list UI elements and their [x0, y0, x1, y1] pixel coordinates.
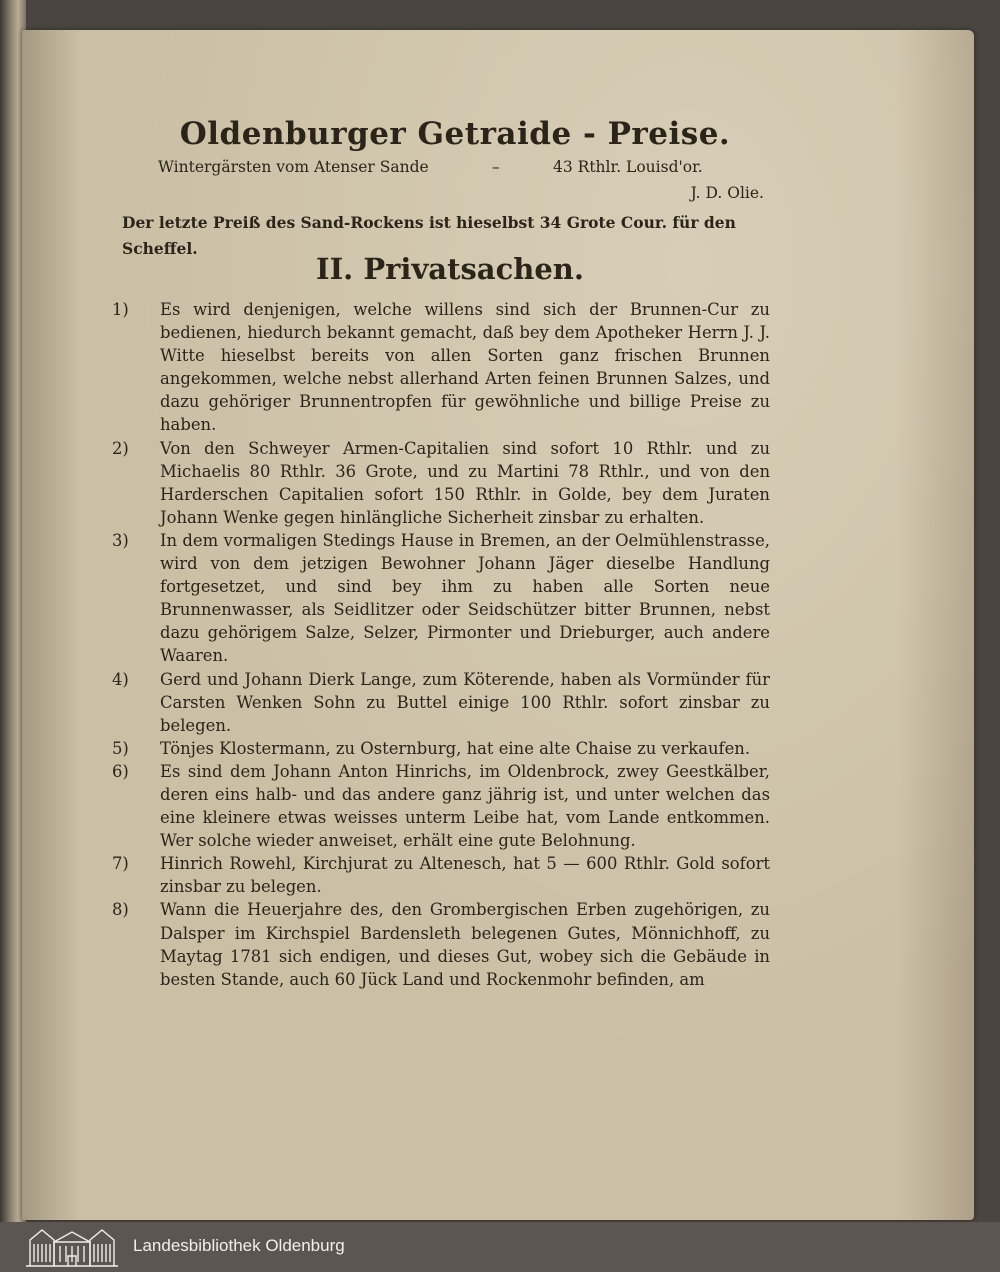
item-number: 1) — [112, 300, 129, 319]
notice-item — [110, 898, 770, 990]
rye-price-note: Der letzte Preiß des Sand-Rockens ist hieselbst 34 Grote Cour. für den Scheffel. — [122, 213, 736, 258]
notice-list — [110, 298, 770, 991]
notice-item — [110, 437, 770, 529]
footer-bar — [0, 1222, 1000, 1272]
item-number: 3) — [112, 530, 129, 550]
price-line — [110, 158, 770, 184]
price-dash: – — [492, 158, 500, 176]
item-text: Hinrich Rowehl, Kirchjurat zu Altenesch, hat 5 — 600 Rthlr. Gold sofort zinsbar zu belegen. — [160, 854, 770, 897]
price-value: 43 Rthlr. Louisd'or. — [553, 158, 703, 176]
item-number: 6) — [112, 761, 129, 781]
notice-item — [110, 760, 770, 852]
section-title: II. Privatsachen. — [316, 252, 584, 286]
item-number: 5) — [112, 738, 129, 758]
item-text: Tönjes Klostermann, zu Osternburg, hat eine alte Chaise zu verkaufen. — [160, 738, 751, 758]
item-number: 7) — [112, 854, 129, 874]
item-number: 8) — [112, 900, 129, 920]
item-text: Gerd und Johann Dierk Lange, zum Köterende, haben als Vormünder für Carsten Wenken Sohn zu Buttel einige 100 Rthlr. sofort zinsbar zu belegen. — [160, 669, 770, 735]
notice-item — [110, 298, 770, 437]
signature: J. D. Olie. — [690, 184, 764, 202]
price-label: Wintergärsten vom Atenser Sande — [158, 158, 429, 176]
notice-item — [110, 668, 770, 737]
library-name[interactable]: Landesbibliothek Oldenburg — [133, 1236, 345, 1255]
item-text: In dem vormaligen Stedings Hause in Bremen, an der Oelmühlenstrasse, wird von dem jetzigen Bewohner Johann Jäger dieselbe Handlung fortgesetzet, und sind bey ihm zu haben alle Sorten neue Brunnenwasser, als Seidlitzer oder Seidschützer bitter Brunnen, nebst dazu gehörigem Salze, Selzer, Pirmonter und Drieburger, auch andere Waaren. — [160, 530, 770, 666]
item-number: 2) — [112, 438, 129, 458]
item-text: Von den Schweyer Armen-Capitalien sind sofort 10 Rthlr. und zu Michaelis 80 Rthlr. 36 Grote, und zu Martini 78 Rthlr., und von den Harderschen Capitalien sofort 150 Rthlr. in Golde, bey dem Juraten Johann Wenke gegen hinlängliche Sicherheit zinsbar zu erhalten. — [160, 438, 770, 527]
page-content — [110, 108, 770, 991]
item-text: Wann die Heuerjahre des, den Grombergischen Erben zugehörigen, zu Dalsper im Kirchspiel Bardensleth belegenen Gutes, Mönnichhoff, zu Maytag 1781 sich endigen, und dieses Gut, wobey sich die Gebäude in besten Stande, auch 60 Jück Land und Rockenmohr befinden, am — [160, 900, 770, 989]
notice-item — [110, 852, 770, 898]
page-title: Oldenburger Getraide - Preise. — [179, 116, 731, 152]
item-text: Es sind dem Johann Anton Hinrichs, im Oldenbrock, zwey Geestkälber, deren eins halb- und das andere ganz jährig ist, und unter welchen das eine kleinere etwas weisses unterm Leibe hat, vom Lande entkommen. Wer solche wieder anweiset, erhält eine gute Belohnung. — [160, 761, 770, 851]
library-building-icon[interactable] — [24, 1226, 120, 1268]
notice-item — [110, 737, 770, 760]
item-number: 4) — [112, 669, 129, 689]
notice-item — [110, 529, 770, 668]
item-text: Es wird denjenigen, welche willens sind sich der Brunnen-Cur zu bedienen, hiedurch bekannt gemacht, daß bey dem Apotheker Herrn J. J. Witte hieselbst bereits von allen Sorten ganz frischen Brunnen angekommen, welche nebst allerhand Arten feinen Brunnen Salzes, und dazu gehöriger Brunnentropfen für gewöhnliche und billige Preise zu haben. — [160, 300, 770, 435]
